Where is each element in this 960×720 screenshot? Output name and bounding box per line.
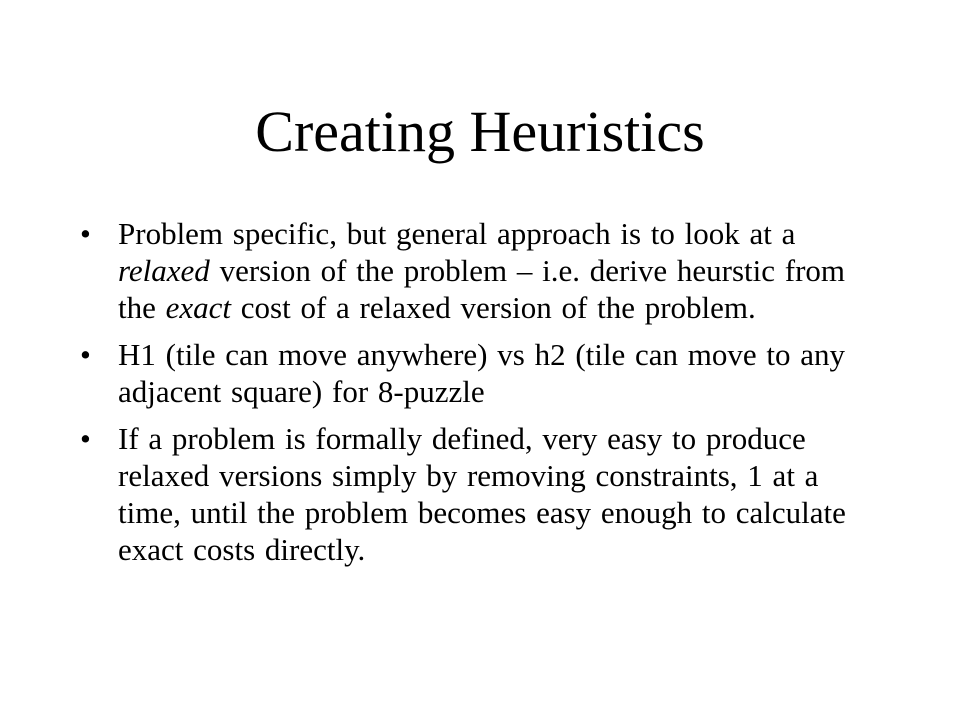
- bullet-text-segment: Problem specific, but general approach is to look at a: [118, 216, 796, 251]
- bullet-marker: •: [80, 337, 91, 372]
- bullet-item: [80, 336, 888, 410]
- slide-title: Creating Heuristics: [255, 99, 705, 164]
- bullet-text-segment: If a problem is formally defined, very easy to produce relaxed versions simply by removing constraints, 1 at a time, until the problem becomes easy enough to calculate exact costs directly.: [118, 421, 846, 567]
- bullet-text-emphasis: exact: [165, 290, 232, 325]
- bullet-marker: •: [80, 216, 91, 251]
- bullet-text-segment: H1 (tile can move anywhere) vs h2 (tile can move to any adjacent square) for 8-puzzle: [118, 337, 846, 409]
- bullet-text-emphasis: relaxed: [118, 253, 210, 288]
- bullet-text-segment: cost of a relaxed version of the problem.: [231, 290, 756, 325]
- bullet-item: [80, 215, 888, 326]
- bullet-item: [80, 420, 888, 568]
- bullet-marker: •: [80, 421, 91, 456]
- bullet-list: [80, 215, 888, 578]
- bullet-text-segment: version of the problem – i.e. derive heurstic from the: [118, 253, 846, 325]
